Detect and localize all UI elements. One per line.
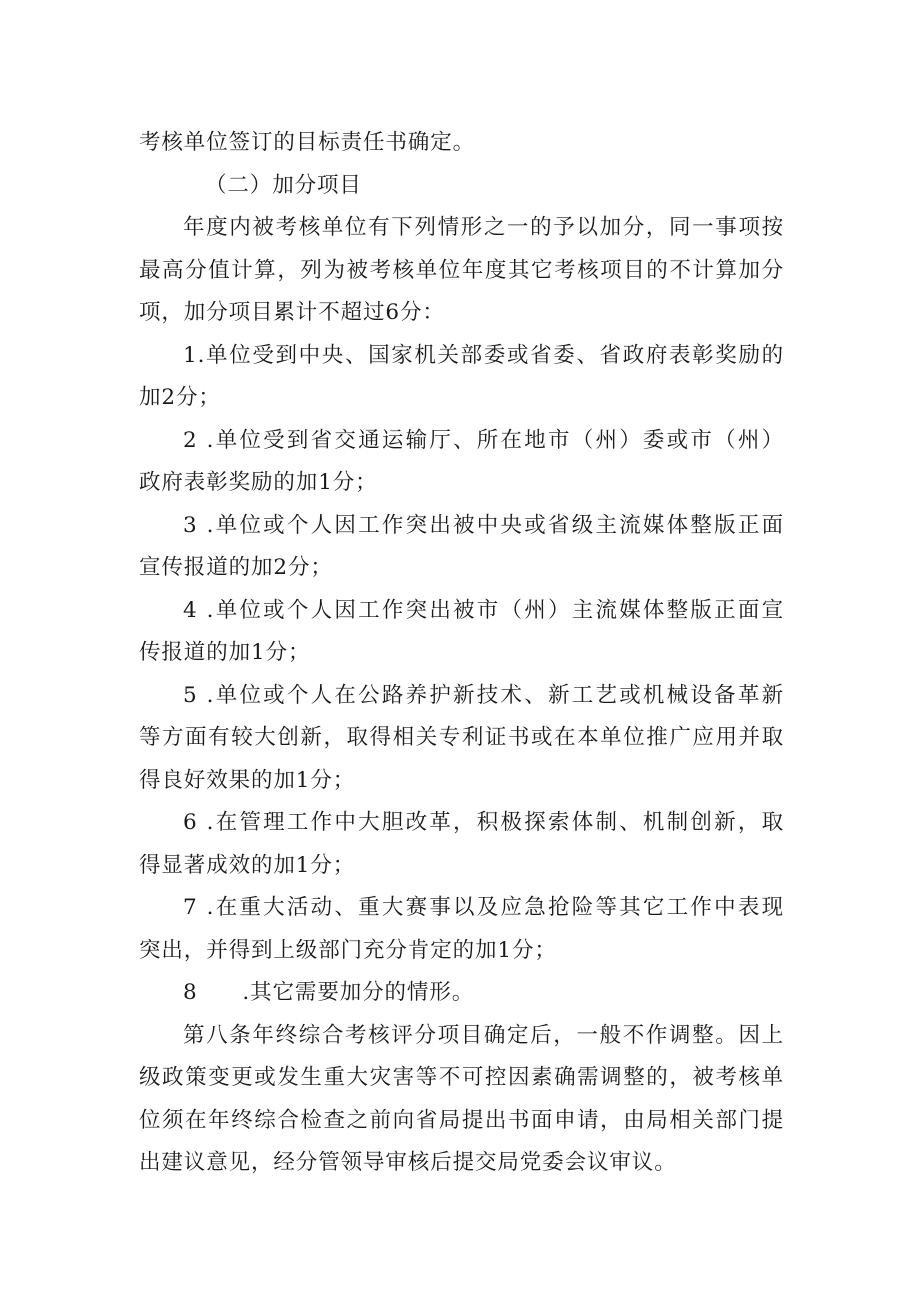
list-item-1: 1.单位受到中央、国家机关部委或省委、省政府表彰奖励的 — [183, 342, 784, 368]
section-heading-bonus-items: （二）加分项目 — [205, 172, 362, 198]
paragraph-line: 年度内被考核单位有下列情形之一的予以加分，同一事项按 — [183, 215, 784, 240]
list-item-7-cont: 突出，并得到上级部门充分肯定的加1分； — [139, 937, 557, 963]
list-item-4: 4 .单位或个人因工作突出被市（州）主流媒体整版正面宣 — [183, 597, 784, 623]
list-item-3-cont: 宣传报道的加2分； — [139, 555, 333, 580]
article-eight-line: 级政策变更或发生重大灾害等不可控因素确需调整的，被考核单 — [139, 1065, 784, 1090]
article-eight-line: 第八条年终综合考核评分项目确定后，一般不作调整。因上 — [183, 1022, 784, 1048]
list-item-6-cont: 得显著成效的加1分； — [139, 852, 356, 878]
list-item-5-cont: 得良好效果的加1分； — [139, 767, 356, 793]
list-item-1-cont: 加2分； — [139, 385, 221, 410]
document-body — [139, 122, 784, 1185]
list-item-6: 6 .在管理工作中大胆改革，积极探索体制、机制创新，取 — [183, 810, 784, 835]
list-item-3: 3 .单位或个人因工作突出被中央或省级主流媒体整版正面 — [183, 512, 784, 538]
paragraph-line: 考核单位签订的目标责任书确定。 — [139, 130, 476, 155]
paragraph-line: 项，加分项目累计不超过6分： — [139, 300, 445, 325]
paragraph-line: 最高分值计算，列为被考核单位年度其它考核项目的不计算加分 — [139, 257, 784, 283]
list-item-7: 7 .在重大活动、重大赛事以及应急抢险等其它工作中表现 — [183, 895, 784, 920]
article-eight-line: 出建议意见，经分管领导审核后提交局党委会议审议。 — [139, 1150, 677, 1175]
article-eight-line: 位须在年终综合检查之前向省局提出书面申请，由局相关部门提 — [139, 1107, 784, 1133]
list-item-5-cont: 等方面有较大创新，取得相关专利证书或在本单位推广应用并取 — [139, 725, 784, 750]
list-item-8: 8 .其它需要加分的情形。 — [183, 980, 475, 1005]
list-item-4-cont: 传报道的加1分； — [139, 640, 311, 665]
list-item-2-cont: 政府表彰奖励的加1分； — [139, 470, 378, 495]
list-item-5: 5 .单位或个人在公路养护新技术、新工艺或机械设备革新 — [183, 682, 784, 708]
list-item-2: 2 .单位受到省交通运输厅、所在地市（州）委或市（州） — [183, 427, 784, 453]
